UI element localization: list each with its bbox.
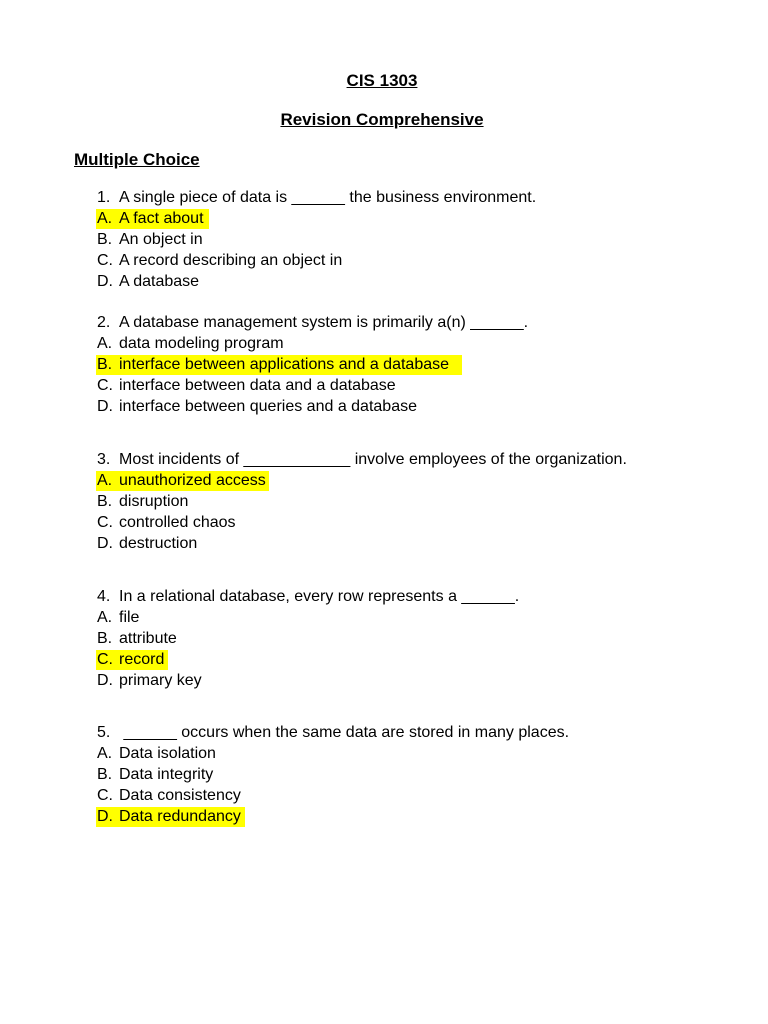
option-text: Data consistency bbox=[119, 787, 241, 804]
option-text: disruption bbox=[119, 493, 189, 510]
option-text: unauthorized access bbox=[119, 472, 266, 489]
option-letter: B. bbox=[97, 766, 113, 783]
option-text: Data isolation bbox=[119, 745, 216, 762]
option-text: primary key bbox=[119, 672, 202, 689]
option-text: Data integrity bbox=[119, 766, 214, 783]
document-title: Revision Comprehensive bbox=[280, 110, 484, 129]
option-text: A fact about bbox=[119, 210, 204, 227]
question-text: In a relational database, every row represents a ______. bbox=[119, 588, 520, 605]
option-letter: C. bbox=[97, 377, 113, 394]
question-text: ______ occurs when the same data are stored in many places. bbox=[119, 724, 570, 741]
question-number: 5. bbox=[97, 724, 111, 741]
option-text: Data redundancy bbox=[119, 808, 241, 825]
option-letter: A. bbox=[97, 472, 113, 489]
option-letter: C. bbox=[97, 787, 113, 804]
option-letter: B. bbox=[97, 493, 113, 510]
option-text: interface between queries and a database bbox=[119, 398, 417, 415]
option-letter: D. bbox=[97, 808, 113, 825]
option-letter: A. bbox=[97, 745, 113, 762]
option-letter: C. bbox=[97, 514, 113, 531]
option-letter: A. bbox=[97, 210, 113, 227]
option-text: interface between data and a database bbox=[119, 377, 396, 394]
option-letter: A. bbox=[97, 335, 113, 352]
option-text: destruction bbox=[119, 535, 198, 552]
question-number: 2. bbox=[97, 314, 111, 331]
option-letter: C. bbox=[97, 252, 113, 269]
question-text: Most incidents of ____________ involve employees of the organization. bbox=[119, 451, 627, 468]
option-letter: D. bbox=[97, 672, 113, 689]
question-number: 4. bbox=[97, 588, 111, 605]
question-text: A single piece of data is ______ the business environment. bbox=[119, 189, 537, 206]
option-letter: C. bbox=[97, 651, 113, 668]
option-text: record bbox=[119, 651, 165, 668]
option-letter: B. bbox=[97, 630, 113, 647]
option-text: controlled chaos bbox=[119, 514, 236, 531]
option-text: file bbox=[119, 609, 140, 626]
course-code: CIS 1303 bbox=[346, 71, 418, 90]
option-text: A database bbox=[119, 273, 200, 290]
option-text: interface between applications and a database bbox=[119, 356, 450, 373]
option-letter: B. bbox=[97, 356, 113, 373]
question-number: 3. bbox=[97, 451, 111, 468]
option-letter: B. bbox=[97, 231, 113, 248]
question-number: 1. bbox=[97, 189, 111, 206]
option-text: A record describing an object in bbox=[119, 252, 343, 269]
option-letter: D. bbox=[97, 535, 113, 552]
option-text: An object in bbox=[119, 231, 203, 248]
option-text: attribute bbox=[119, 630, 177, 647]
option-letter: D. bbox=[97, 398, 113, 415]
option-letter: D. bbox=[97, 273, 113, 290]
section-heading: Multiple Choice bbox=[74, 150, 200, 169]
question-text: A database management system is primarily a(n) ______. bbox=[119, 314, 529, 331]
option-letter: A. bbox=[97, 609, 113, 626]
option-text: data modeling program bbox=[119, 335, 284, 352]
